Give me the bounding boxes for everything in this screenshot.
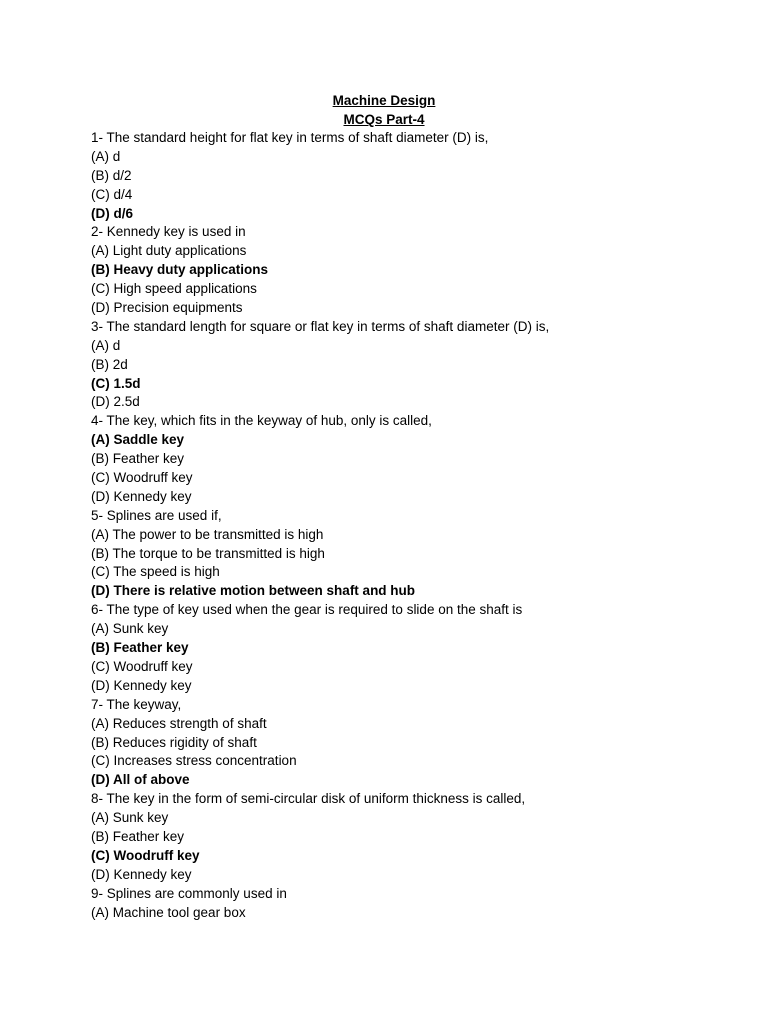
option-line: (B) Reduces rigidity of shaft [91, 734, 257, 750]
option-line: (A) d [91, 148, 121, 164]
option-line: (B) Feather key [91, 451, 185, 467]
option-line: (D) Kennedy key [91, 677, 192, 693]
question-line: 8- The key in the form of semi-circular disk of uniform thickness is called, [91, 791, 526, 807]
option-line: (C) The speed is high [91, 564, 220, 580]
answer-line: (D) d/6 [91, 205, 133, 221]
mcq-list [91, 129, 711, 922]
question-line: 4- The key, which fits in the keyway of hub, only is called, [91, 413, 432, 429]
document-title: Machine Design [332, 93, 436, 108]
option-line: (A) d [91, 337, 121, 353]
option-line: (C) High speed applications [91, 281, 257, 297]
option-line: (C) Woodruff key [91, 470, 193, 486]
option-line: (A) Sunk key [91, 810, 169, 826]
option-line: (C) Woodruff key [91, 658, 193, 674]
question-line: 7- The keyway, [91, 696, 182, 712]
question-line: 5- Splines are used if, [91, 507, 222, 523]
answer-line: (A) Saddle key [91, 432, 185, 448]
option-line: (D) Precision equipments [91, 300, 243, 316]
answer-line: (B) Heavy duty applications [91, 262, 269, 278]
option-line: (A) Sunk key [91, 621, 169, 637]
option-line: (D) Kennedy key [91, 488, 192, 504]
option-line: (D) 2.5d [91, 394, 140, 410]
option-line: (D) Kennedy key [91, 866, 192, 882]
answer-line: (C) 1.5d [91, 375, 141, 391]
question-line: 3- The standard length for square or flat key in terms of shaft diameter (D) is, [91, 318, 550, 334]
option-line: (A) The power to be transmitted is high [91, 526, 324, 542]
option-line: (B) 2d [91, 356, 128, 372]
answer-line: (C) Woodruff key [91, 847, 200, 863]
option-line: (B) Feather key [91, 828, 185, 844]
question-line: 6- The type of key used when the gear is required to slide on the shaft is [91, 602, 523, 618]
option-line: (A) Reduces strength of shaft [91, 715, 267, 731]
option-line: (C) Increases stress concentration [91, 753, 297, 769]
option-line: (A) Machine tool gear box [91, 904, 246, 920]
answer-line: (D) All of above [91, 772, 190, 788]
answer-line: (B) Feather key [91, 640, 189, 656]
question-line: 9- Splines are commonly used in [91, 885, 287, 901]
option-line: (B) d/2 [91, 167, 132, 183]
option-line: (B) The torque to be transmitted is high [91, 545, 325, 561]
question-line: 1- The standard height for flat key in terms of shaft diameter (D) is, [91, 130, 489, 145]
answer-line: (D) There is relative motion between shaft and hub [91, 583, 416, 599]
option-line: (A) Light duty applications [91, 243, 247, 259]
question-line: 2- Kennedy key is used in [91, 224, 246, 240]
document-subtitle: MCQs Part-4 [343, 112, 425, 127]
option-line: (C) d/4 [91, 186, 133, 202]
